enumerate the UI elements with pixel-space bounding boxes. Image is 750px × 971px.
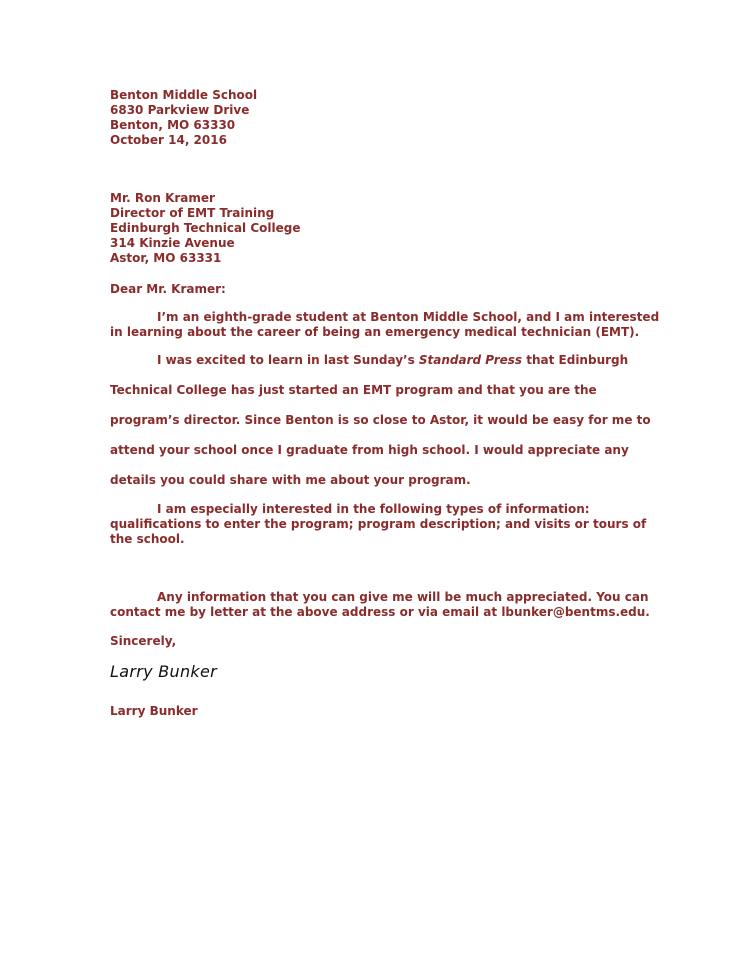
closing-text: Sincerely,: [110, 634, 177, 648]
recipient-title: Director of EMT Training: [110, 206, 275, 220]
closing: [110, 634, 650, 649]
sender-address: [110, 88, 650, 148]
salutation: [110, 282, 650, 297]
recipient-address: [110, 191, 650, 266]
paragraph-2-line-3: [110, 413, 650, 428]
sender-street: 6830 Parkview Drive: [110, 103, 250, 117]
typed-name: [110, 704, 650, 719]
paragraph-3-line-2: qualifications to enter the program; program description; and visits or tours of: [110, 517, 647, 531]
paragraph-4-line-2: contact me by letter at the above address or via email at lbunker@bentms.edu.: [110, 605, 650, 619]
paragraph-3: [110, 502, 650, 547]
paragraph-2-text-a: I was excited to learn in last Sunday’s: [157, 353, 419, 367]
paragraph-1: [110, 310, 660, 340]
recipient-city-state-zip: Astor, MO 63331: [110, 251, 222, 265]
paragraph-1-line-2: in learning about the career of being an emergency medical technician (EMT).: [110, 325, 640, 339]
paragraph-4: [110, 590, 650, 620]
paragraph-4-line-1: Any information that you can give me will be much appreciated. You can: [157, 590, 649, 604]
paragraph-2-line-1: [110, 353, 650, 368]
paragraph-2-line-4-text: attend your school once I graduate from high school. I would appreciate any: [110, 443, 629, 457]
sender-school: Benton Middle School: [110, 88, 258, 102]
paragraph-2-line-2: [110, 383, 650, 398]
paragraph-1-line-1: I’m an eighth-grade student at Benton Middle School, and I am interested: [157, 310, 660, 324]
paragraph-2-line-2-text: Technical College has just started an EMT program and that you are the: [110, 383, 597, 397]
paragraph-2-line-3-text: program’s director. Since Benton is so close to Astor, it would be easy for me to: [110, 413, 651, 427]
newspaper-title: Standard Press: [418, 353, 523, 367]
paragraph-2-line-5: [110, 473, 650, 488]
handwritten-signature: Larry Bunker: [110, 662, 217, 681]
salutation-text: Dear Mr. Kramer:: [110, 282, 226, 296]
recipient-name: Mr. Ron Kramer: [110, 191, 215, 205]
paragraph-3-line-1: I am especially interested in the following types of information:: [157, 502, 590, 516]
typed-name-text: Larry Bunker: [110, 704, 198, 718]
letter-date: October 14, 2016: [110, 133, 227, 147]
paragraph-2-text-b: that Edinburgh: [522, 353, 629, 367]
paragraph-2-line-5-text: details you could share with me about your program.: [110, 473, 471, 487]
paragraph-2-line-4: [110, 443, 650, 458]
recipient-organization: Edinburgh Technical College: [110, 221, 301, 235]
recipient-street: 314 Kinzie Avenue: [110, 236, 235, 250]
paragraph-3-line-3: the school.: [110, 532, 185, 546]
sender-city-state-zip: Benton, MO 63330: [110, 118, 236, 132]
